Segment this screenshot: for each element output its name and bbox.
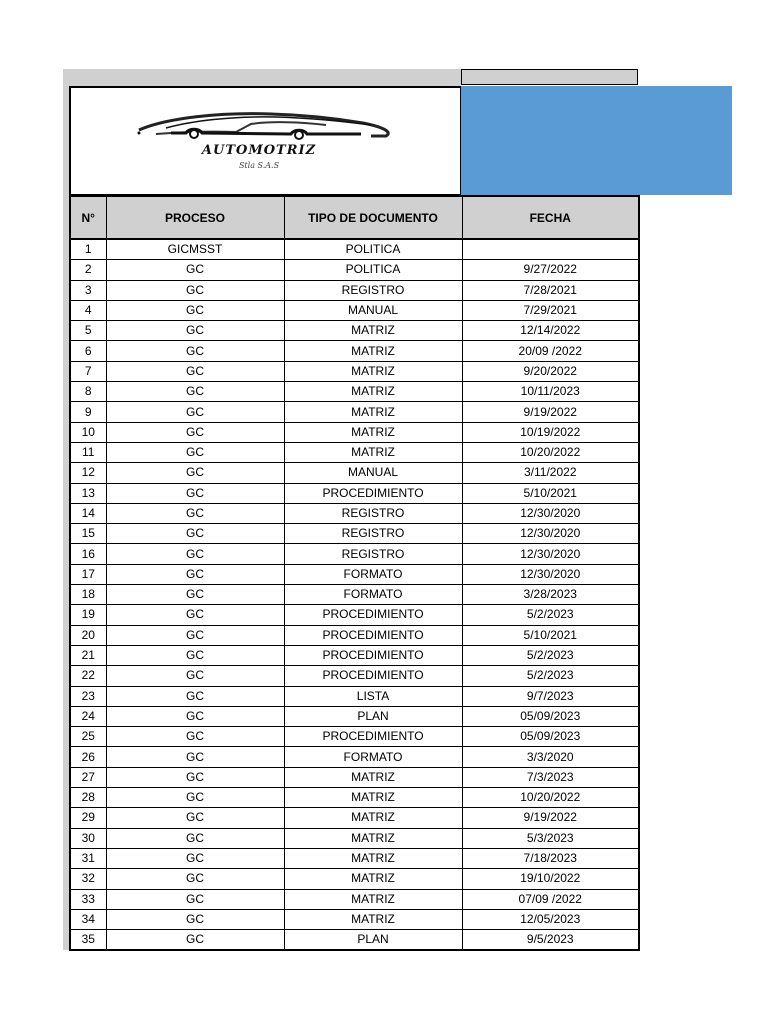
row-fecha bbox=[462, 239, 639, 260]
row-number: 12 bbox=[70, 463, 106, 483]
row-tipo-documento: FORMATO bbox=[284, 747, 462, 767]
row-tipo-documento: MATRIZ bbox=[284, 788, 462, 808]
row-tipo-documento: REGISTRO bbox=[284, 503, 462, 523]
table-row bbox=[70, 767, 639, 787]
row-fecha: 5/10/2021 bbox=[462, 483, 639, 503]
row-number: 35 bbox=[70, 930, 106, 951]
row-proceso: GC bbox=[106, 889, 284, 909]
row-fecha: 7/18/2023 bbox=[462, 848, 639, 868]
row-proceso: GC bbox=[106, 869, 284, 889]
logo-cell bbox=[69, 86, 461, 196]
row-tipo-documento: MATRIZ bbox=[284, 321, 462, 341]
row-fecha: 3/11/2022 bbox=[462, 463, 639, 483]
blue-header-block bbox=[461, 86, 732, 195]
row-proceso: GC bbox=[106, 828, 284, 848]
row-tipo-documento: PROCEDIMIENTO bbox=[284, 666, 462, 686]
row-number: 19 bbox=[70, 605, 106, 625]
row-proceso: GC bbox=[106, 503, 284, 523]
row-tipo-documento: REGISTRO bbox=[284, 280, 462, 300]
row-tipo-documento: PROCEDIMIENTO bbox=[284, 727, 462, 747]
row-number: 29 bbox=[70, 808, 106, 828]
row-tipo-documento: FORMATO bbox=[284, 564, 462, 584]
brand-subtext: Stla S.A.S bbox=[238, 161, 280, 170]
row-fecha: 12/30/2020 bbox=[462, 503, 639, 523]
row-proceso: GC bbox=[106, 788, 284, 808]
table-row bbox=[70, 341, 639, 361]
row-tipo-documento: MATRIZ bbox=[284, 361, 462, 381]
row-number: 16 bbox=[70, 544, 106, 564]
row-number: 31 bbox=[70, 848, 106, 868]
table-row bbox=[70, 909, 639, 929]
row-fecha: 5/3/2023 bbox=[462, 828, 639, 848]
table-row bbox=[70, 422, 639, 442]
row-fecha: 9/27/2022 bbox=[462, 260, 639, 280]
row-fecha: 5/2/2023 bbox=[462, 605, 639, 625]
row-tipo-documento: MATRIZ bbox=[284, 341, 462, 361]
row-fecha: 07/09 /2022 bbox=[462, 889, 639, 909]
row-number: 9 bbox=[70, 402, 106, 422]
row-proceso: GC bbox=[106, 483, 284, 503]
row-fecha: 10/20/2022 bbox=[462, 442, 639, 462]
row-proceso: GC bbox=[106, 321, 284, 341]
row-proceso: GC bbox=[106, 848, 284, 868]
row-fecha: 5/2/2023 bbox=[462, 666, 639, 686]
row-number: 20 bbox=[70, 625, 106, 645]
row-tipo-documento: PROCEDIMIENTO bbox=[284, 625, 462, 645]
row-tipo-documento: MATRIZ bbox=[284, 402, 462, 422]
table-row bbox=[70, 321, 639, 341]
row-fecha: 19/10/2022 bbox=[462, 869, 639, 889]
table-row bbox=[70, 402, 639, 422]
table-row bbox=[70, 848, 639, 868]
row-proceso: GC bbox=[106, 767, 284, 787]
row-proceso: GC bbox=[106, 260, 284, 280]
table-row bbox=[70, 483, 639, 503]
row-tipo-documento: MANUAL bbox=[284, 300, 462, 320]
table-row bbox=[70, 747, 639, 767]
row-fecha: 05/09/2023 bbox=[462, 706, 639, 726]
row-fecha: 05/09/2023 bbox=[462, 727, 639, 747]
document-table bbox=[69, 195, 640, 951]
row-proceso: GC bbox=[106, 585, 284, 605]
row-tipo-documento: MATRIZ bbox=[284, 869, 462, 889]
row-fecha: 9/5/2023 bbox=[462, 930, 639, 951]
row-fecha: 12/14/2022 bbox=[462, 321, 639, 341]
table-row bbox=[70, 382, 639, 402]
row-fecha: 9/20/2022 bbox=[462, 361, 639, 381]
header-fecha: FECHA bbox=[462, 196, 639, 239]
row-fecha: 12/30/2020 bbox=[462, 524, 639, 544]
row-tipo-documento: MANUAL bbox=[284, 463, 462, 483]
row-number: 27 bbox=[70, 767, 106, 787]
row-fecha: 7/29/2021 bbox=[462, 300, 639, 320]
row-tipo-documento: MATRIZ bbox=[284, 767, 462, 787]
row-proceso: GC bbox=[106, 341, 284, 361]
row-number: 24 bbox=[70, 706, 106, 726]
row-tipo-documento: PLAN bbox=[284, 706, 462, 726]
row-number: 1 bbox=[70, 239, 106, 260]
top-gray-cell bbox=[461, 69, 638, 85]
row-tipo-documento: PROCEDIMIENTO bbox=[284, 645, 462, 665]
table-row bbox=[70, 645, 639, 665]
row-fecha: 3/28/2023 bbox=[462, 585, 639, 605]
row-number: 11 bbox=[70, 442, 106, 462]
row-tipo-documento: LISTA bbox=[284, 686, 462, 706]
row-proceso: GC bbox=[106, 706, 284, 726]
row-number: 33 bbox=[70, 889, 106, 909]
row-proceso: GC bbox=[106, 727, 284, 747]
table-row bbox=[70, 889, 639, 909]
row-tipo-documento: REGISTRO bbox=[284, 524, 462, 544]
table-row bbox=[70, 666, 639, 686]
table-row bbox=[70, 727, 639, 747]
table-row bbox=[70, 239, 639, 260]
table-row bbox=[70, 524, 639, 544]
row-proceso: GC bbox=[106, 300, 284, 320]
row-proceso: GC bbox=[106, 930, 284, 951]
brand-text: AUTOMOTRIZ bbox=[201, 143, 317, 158]
row-proceso: GC bbox=[106, 666, 284, 686]
row-proceso: GC bbox=[106, 686, 284, 706]
row-tipo-documento: MATRIZ bbox=[284, 382, 462, 402]
table-row bbox=[70, 828, 639, 848]
row-fecha: 7/3/2023 bbox=[462, 767, 639, 787]
row-tipo-documento: POLITICA bbox=[284, 239, 462, 260]
row-fecha: 10/11/2023 bbox=[462, 382, 639, 402]
row-number: 15 bbox=[70, 524, 106, 544]
row-tipo-documento: PLAN bbox=[284, 930, 462, 951]
row-fecha: 12/30/2020 bbox=[462, 564, 639, 584]
row-proceso: GC bbox=[106, 280, 284, 300]
row-tipo-documento: FORMATO bbox=[284, 585, 462, 605]
row-proceso: GC bbox=[106, 463, 284, 483]
row-tipo-documento: MATRIZ bbox=[284, 889, 462, 909]
row-fecha: 10/19/2022 bbox=[462, 422, 639, 442]
table-row bbox=[70, 686, 639, 706]
row-tipo-documento: MATRIZ bbox=[284, 828, 462, 848]
row-fecha: 9/19/2022 bbox=[462, 808, 639, 828]
row-number: 7 bbox=[70, 361, 106, 381]
row-proceso: GC bbox=[106, 645, 284, 665]
row-number: 25 bbox=[70, 727, 106, 747]
table-body bbox=[70, 239, 639, 950]
row-proceso: GC bbox=[106, 747, 284, 767]
row-tipo-documento: POLITICA bbox=[284, 260, 462, 280]
top-gray-band bbox=[63, 69, 461, 86]
row-number: 21 bbox=[70, 645, 106, 665]
row-fecha: 7/28/2021 bbox=[462, 280, 639, 300]
row-number: 5 bbox=[70, 321, 106, 341]
row-number: 26 bbox=[70, 747, 106, 767]
car-logo-icon bbox=[71, 88, 461, 194]
table-row bbox=[70, 564, 639, 584]
row-tipo-documento: PROCEDIMIENTO bbox=[284, 483, 462, 503]
row-number: 28 bbox=[70, 788, 106, 808]
row-number: 8 bbox=[70, 382, 106, 402]
row-fecha: 5/2/2023 bbox=[462, 645, 639, 665]
table-row bbox=[70, 808, 639, 828]
row-proceso: GC bbox=[106, 909, 284, 929]
row-number: 3 bbox=[70, 280, 106, 300]
table-row bbox=[70, 503, 639, 523]
row-proceso: GC bbox=[106, 402, 284, 422]
header-tipo-documento: TIPO DE DOCUMENTO bbox=[284, 196, 462, 239]
row-proceso: GICMSST bbox=[106, 239, 284, 260]
table-row bbox=[70, 788, 639, 808]
row-number: 6 bbox=[70, 341, 106, 361]
row-number: 18 bbox=[70, 585, 106, 605]
row-proceso: GC bbox=[106, 382, 284, 402]
row-proceso: GC bbox=[106, 422, 284, 442]
row-proceso: GC bbox=[106, 524, 284, 544]
row-number: 23 bbox=[70, 686, 106, 706]
row-tipo-documento: MATRIZ bbox=[284, 848, 462, 868]
row-fecha: 9/7/2023 bbox=[462, 686, 639, 706]
header-number: N° bbox=[70, 196, 106, 239]
row-number: 14 bbox=[70, 503, 106, 523]
row-number: 34 bbox=[70, 909, 106, 929]
row-fecha: 3/3/2020 bbox=[462, 747, 639, 767]
row-number: 32 bbox=[70, 869, 106, 889]
row-proceso: GC bbox=[106, 442, 284, 462]
row-tipo-documento: MATRIZ bbox=[284, 909, 462, 929]
row-number: 30 bbox=[70, 828, 106, 848]
row-fecha: 20/09 /2022 bbox=[462, 341, 639, 361]
header-proceso: PROCESO bbox=[106, 196, 284, 239]
row-number: 22 bbox=[70, 666, 106, 686]
row-number: 13 bbox=[70, 483, 106, 503]
row-fecha: 5/10/2021 bbox=[462, 625, 639, 645]
row-tipo-documento: MATRIZ bbox=[284, 442, 462, 462]
table-row bbox=[70, 361, 639, 381]
table-row bbox=[70, 930, 639, 951]
row-proceso: GC bbox=[106, 625, 284, 645]
table-row bbox=[70, 260, 639, 280]
table-row bbox=[70, 544, 639, 564]
row-number: 17 bbox=[70, 564, 106, 584]
table-row bbox=[70, 706, 639, 726]
row-number: 2 bbox=[70, 260, 106, 280]
table-row bbox=[70, 605, 639, 625]
table-row bbox=[70, 442, 639, 462]
table-row bbox=[70, 463, 639, 483]
row-fecha: 12/05/2023 bbox=[462, 909, 639, 929]
table-row bbox=[70, 869, 639, 889]
row-proceso: GC bbox=[106, 605, 284, 625]
row-proceso: GC bbox=[106, 564, 284, 584]
row-fecha: 9/19/2022 bbox=[462, 402, 639, 422]
row-proceso: GC bbox=[106, 544, 284, 564]
row-tipo-documento: REGISTRO bbox=[284, 544, 462, 564]
row-number: 4 bbox=[70, 300, 106, 320]
row-proceso: GC bbox=[106, 361, 284, 381]
row-fecha: 12/30/2020 bbox=[462, 544, 639, 564]
table-row bbox=[70, 300, 639, 320]
table-row bbox=[70, 280, 639, 300]
row-tipo-documento: PROCEDIMIENTO bbox=[284, 605, 462, 625]
row-number: 10 bbox=[70, 422, 106, 442]
row-tipo-documento: MATRIZ bbox=[284, 422, 462, 442]
table-row bbox=[70, 585, 639, 605]
row-fecha: 10/20/2022 bbox=[462, 788, 639, 808]
row-tipo-documento: MATRIZ bbox=[284, 808, 462, 828]
row-proceso: GC bbox=[106, 808, 284, 828]
table-row bbox=[70, 625, 639, 645]
table-header-row bbox=[70, 196, 639, 239]
